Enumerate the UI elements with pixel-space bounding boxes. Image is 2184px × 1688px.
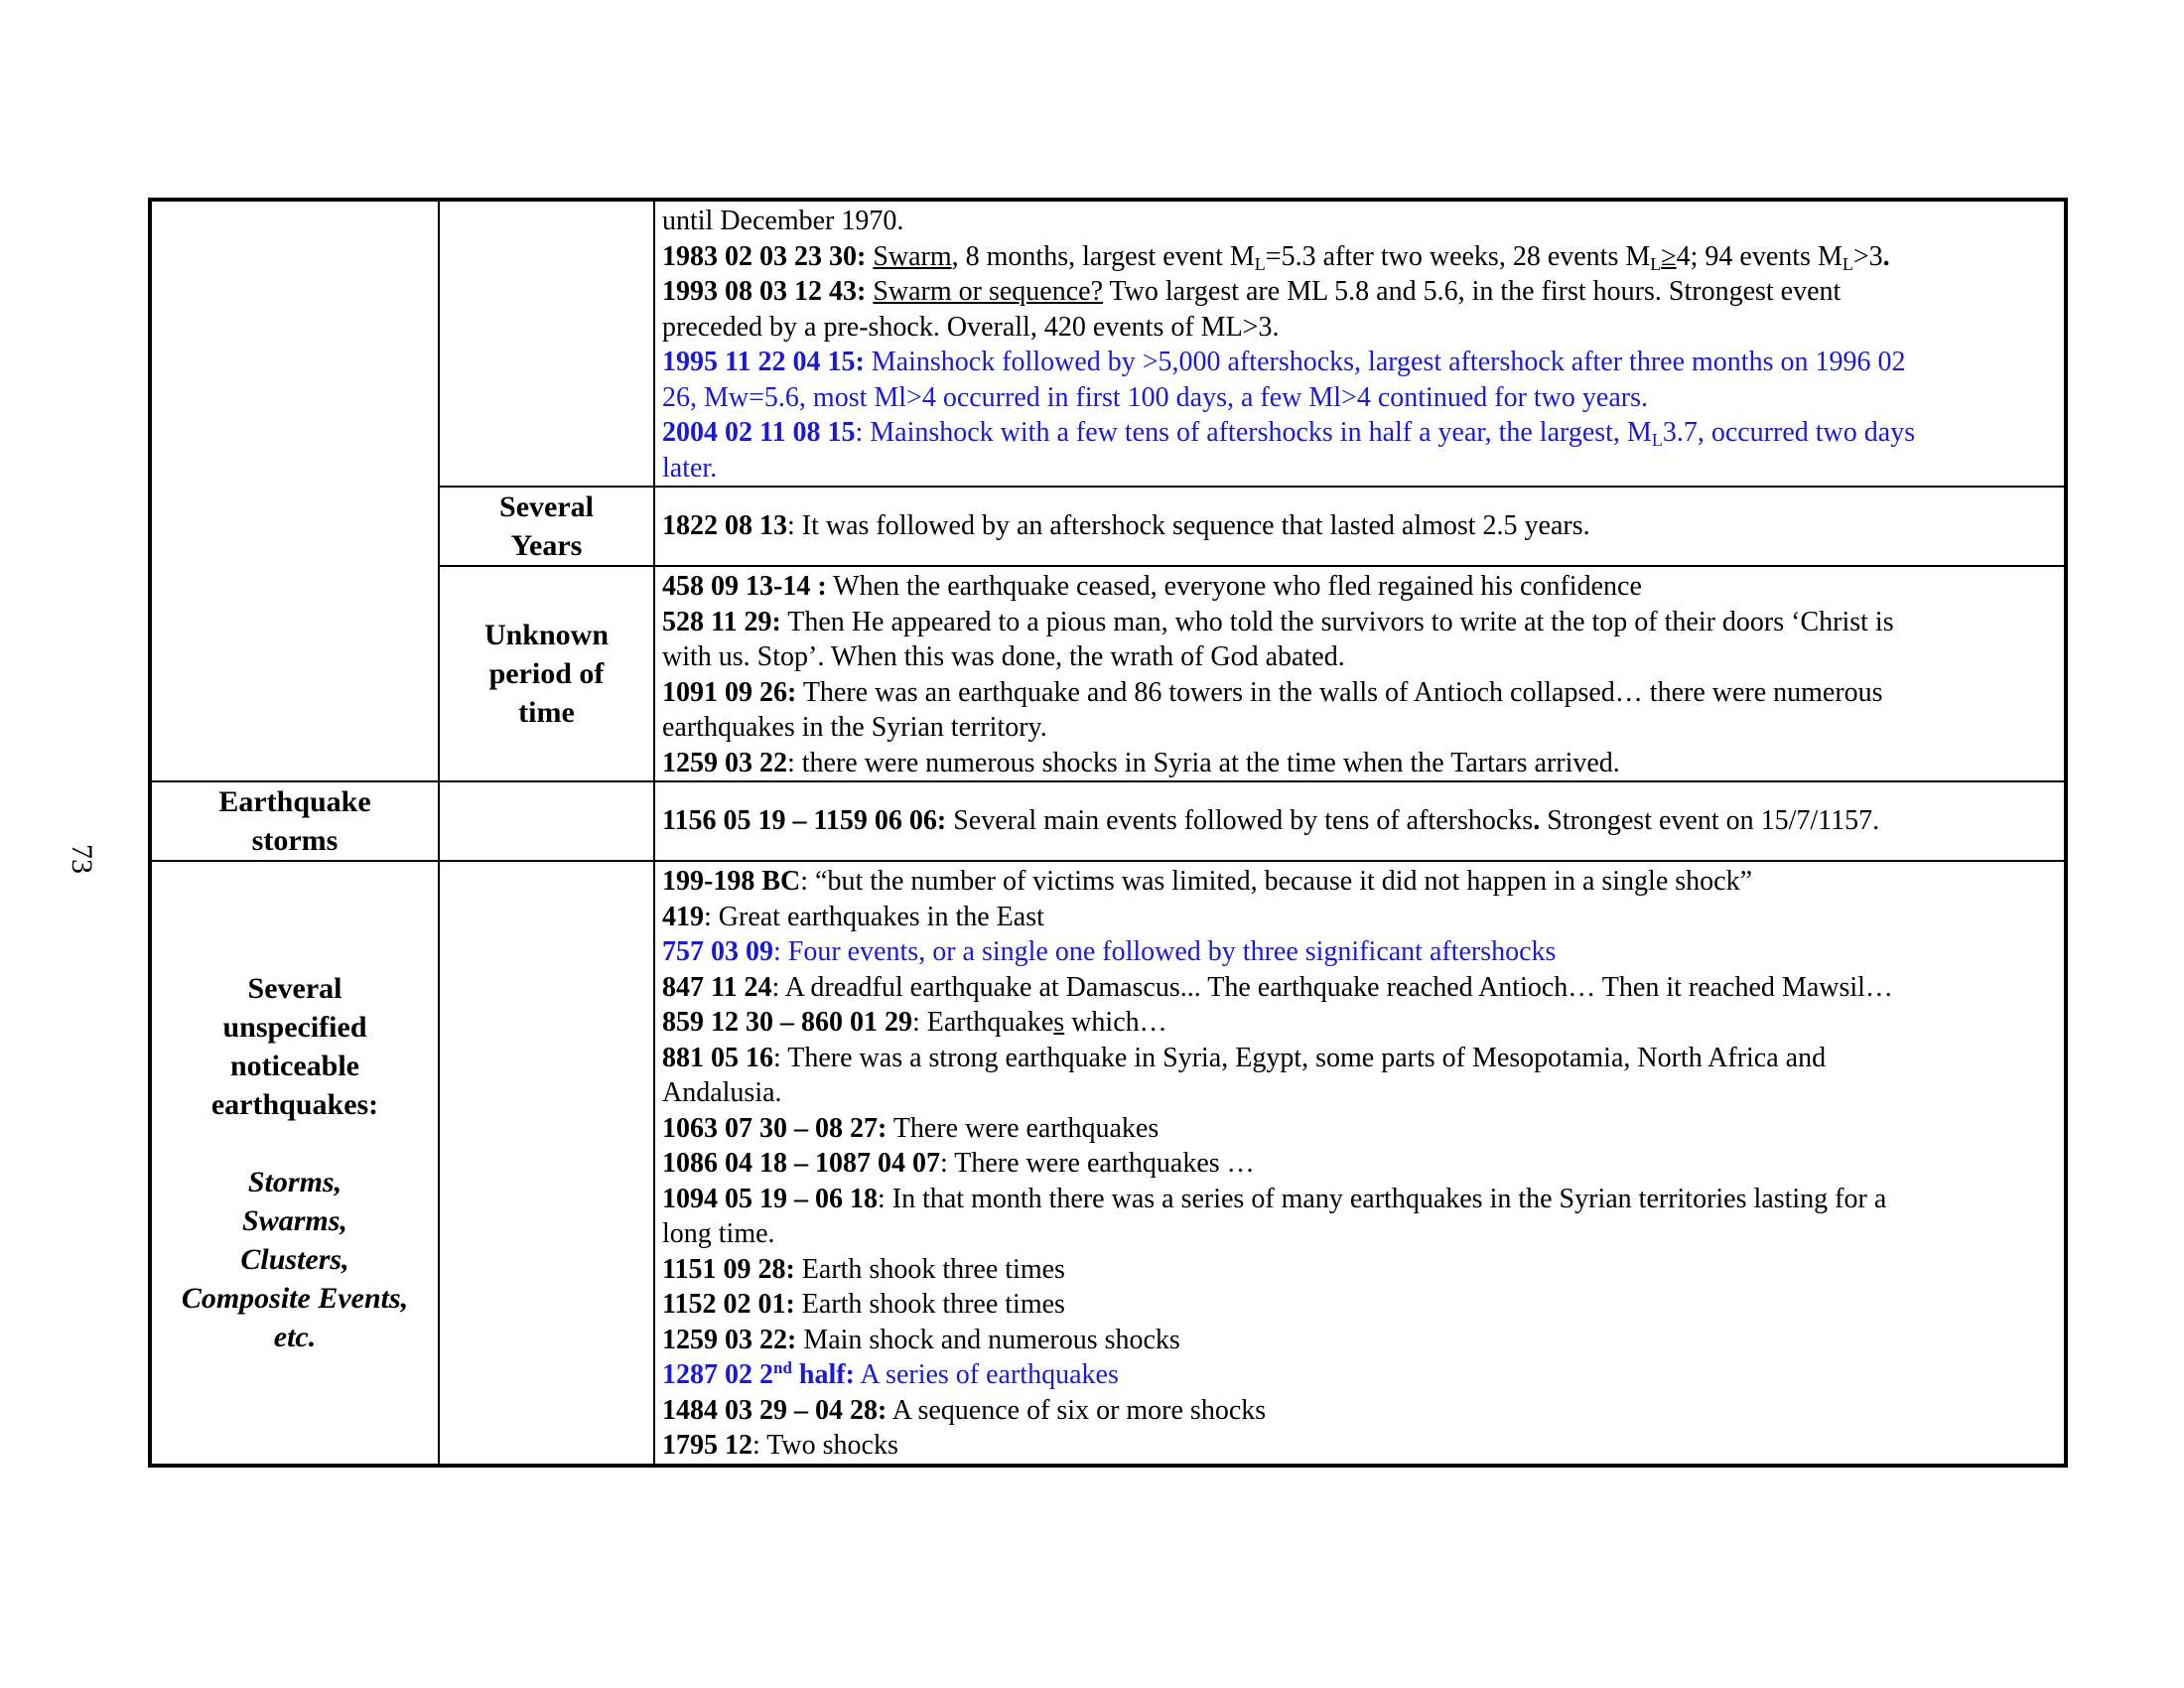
label-line: Storms, [247, 1165, 342, 1198]
superscript: nd [773, 1358, 792, 1377]
event-entry [662, 1323, 2058, 1358]
event-text: which… [1064, 1007, 1167, 1038]
events-cell [654, 861, 2066, 1466]
spacer [152, 1124, 438, 1163]
event-date: 859 12 30 – 860 01 29 [662, 1007, 912, 1038]
event-entry [662, 1182, 2058, 1217]
event-text: There were earthquakes [887, 1112, 1160, 1144]
category-several-unspecified [150, 861, 439, 1466]
events-cell [654, 566, 2066, 781]
underlined-text: s [1053, 1007, 1065, 1038]
event-text: : There were earthquakes … [940, 1148, 1255, 1179]
event-text: : Mainshock with a few tens of aftershocks in half a year, the largest, M [855, 417, 1652, 448]
label-line: unspecified [222, 1010, 367, 1044]
text-line: Andalusia. [662, 1077, 782, 1108]
label-line: etc. [273, 1320, 317, 1353]
event-text: : Great earthquakes in the East [704, 901, 1044, 932]
page-number: 73 [66, 844, 98, 874]
subcategory-cell-empty [439, 200, 654, 487]
event-date: 458 09 13-14 : [662, 571, 827, 602]
label-line: period of [488, 657, 605, 690]
event-date: 757 03 09 [662, 936, 773, 967]
event-entry [662, 569, 2058, 605]
event-entry [662, 1041, 2058, 1076]
event-entry [662, 1252, 2058, 1288]
event-text: Earth shook three times [794, 1253, 1065, 1285]
event-date: 2004 02 11 08 15 [662, 417, 856, 448]
event-date: 1259 03 22 [662, 747, 787, 778]
event-text: : there were numerous shocks in Syria at the time when the Tartars arrived. [787, 747, 1620, 778]
category-cell-empty [150, 200, 439, 781]
events-cell [654, 200, 2066, 487]
text-line: preceded by a pre-shock. Overall, 420 events of ML>3. [662, 311, 1280, 343]
event-date: 1983 02 03 23 30: [662, 240, 867, 272]
event-entry [662, 508, 2058, 544]
event-text: : Two shocks [752, 1430, 898, 1461]
table-row [150, 781, 2066, 861]
event-text: 3.7, occurred two days [1662, 417, 1916, 448]
label-line: Years [510, 529, 583, 562]
label-line: Clusters, [240, 1242, 349, 1276]
event-text: Earth shook three times [794, 1289, 1065, 1320]
subscript: L [1651, 430, 1663, 450]
event-entry [662, 900, 2058, 935]
event-date: 1151 09 28: [662, 1253, 795, 1285]
period: . [1882, 240, 1890, 272]
event-entry [662, 675, 2058, 711]
subscript: L [1650, 253, 1662, 274]
event-date: 1156 05 19 – 1159 06 06: [662, 805, 947, 837]
subscript: L [1842, 253, 1853, 274]
event-date: 1484 03 29 – 04 28: [662, 1394, 887, 1426]
event-date-part: half: [791, 1359, 855, 1390]
event-date: 199-198 BC [662, 866, 801, 897]
period: . [1533, 805, 1541, 837]
event-text: : It was followed by an aftershock sequence that lasted almost 2.5 years. [787, 510, 1590, 542]
label-line: noticeable [230, 1049, 359, 1082]
event-date: 1091 09 26: [662, 676, 797, 708]
event-entry [662, 1287, 2058, 1323]
earthquake-classification-table [148, 198, 2068, 1468]
event-text: Several main events followed by tens of aftershocks [946, 805, 1534, 837]
label-line: Swarms, [242, 1203, 347, 1237]
events-cell [654, 781, 2066, 861]
table-row [150, 200, 2066, 487]
event-entry [662, 239, 2058, 275]
event-date: 847 11 24 [662, 971, 772, 1003]
event-date: 1152 02 01: [662, 1289, 795, 1320]
event-text: , 8 months, largest event M [951, 240, 1255, 272]
event-date: 1795 12 [662, 1430, 752, 1461]
subcategory-cell-empty [439, 781, 654, 861]
event-text: When the earthquake ceased, everyone who fled regained his confidence [826, 571, 1642, 602]
event-date: 1995 11 22 04 15: [662, 347, 865, 377]
event-text: : There was a strong earthquake in Syria, Egypt, some parts of Mesopotamia, North Africa and [773, 1042, 1827, 1073]
event-entry [662, 1357, 2058, 1393]
event-text: : In that month there was a series of many earthquakes in the Syrian territories lasting for a [878, 1183, 1887, 1214]
event-date: 1993 08 03 12 43: [662, 276, 867, 307]
label-line: storms [251, 824, 339, 857]
event-entry [662, 970, 2058, 1006]
events-cell [654, 487, 2066, 566]
event-entry [662, 803, 2058, 839]
underlined-text: ≥ [1661, 240, 1677, 272]
event-date: 1822 08 13 [662, 510, 787, 542]
text-line: earthquakes in the Syrian territory. [662, 712, 1047, 743]
label-line: Unknown [483, 619, 610, 651]
event-date: 419 [662, 901, 704, 932]
event-text: A sequence of six or more shocks [887, 1394, 1267, 1426]
event-date: 1086 04 18 – 1087 04 07 [662, 1148, 940, 1179]
event-date [662, 1359, 855, 1390]
event-date: 1063 07 30 – 08 27: [662, 1112, 887, 1144]
event-text: 4; 94 events M [1676, 240, 1843, 272]
text-line: 26, Mw=5.6, most Ml>4 occurred in first 100 days, a few Ml>4 continued for two years. [662, 381, 1648, 413]
event-entry [662, 1111, 2058, 1147]
event-date: 1094 05 19 – 06 18 [662, 1183, 878, 1214]
event-date: 881 05 16 [662, 1042, 773, 1073]
event-entry [662, 1393, 2058, 1429]
event-entry [662, 1005, 2058, 1041]
text-line: later. [662, 452, 718, 484]
label-line: Composite Events, [181, 1281, 409, 1315]
event-date-part: 1287 02 2 [662, 1359, 773, 1390]
event-entry [662, 605, 2058, 640]
event-entry [662, 864, 2058, 900]
event-entry [662, 345, 2058, 380]
label-line: earthquakes: [210, 1087, 379, 1121]
text-line: long time. [662, 1218, 775, 1249]
subscript: L [1254, 253, 1266, 274]
event-text: >3 [1852, 240, 1883, 272]
event-text: A series of earthquakes [854, 1359, 1119, 1390]
event-text: Mainshock followed by >5,000 aftershocks, largest aftershock after three months on 1996 02 [864, 347, 1906, 377]
text-line: until December 1970. [662, 206, 904, 236]
underlined-text: Swarm [873, 240, 952, 272]
table-row [150, 861, 2066, 1466]
label-line: Earthquake [218, 785, 371, 818]
event-entry [662, 746, 2058, 781]
event-date: 1259 03 22: [662, 1324, 797, 1355]
event-entry [662, 1146, 2058, 1182]
label-line: Several [247, 971, 342, 1005]
event-text: : Earthquake [912, 1007, 1054, 1038]
event-text: Strongest event on 15/7/1157. [1540, 805, 1880, 837]
text-line: with us. Stop’. When this was done, the wrath of God abated. [662, 641, 1345, 672]
event-text: Main shock and numerous shocks [796, 1324, 1180, 1355]
event-text: : A dreadful earthquake at Damascus... The earthquake reached Antioch… Then it reached Mawsil… [771, 971, 1893, 1003]
subcategory-unknown-period [439, 566, 654, 781]
event-text: Then He appeared to a pious man, who told the survivors to write at the top of their doors ‘Christ is [780, 606, 1894, 637]
event-text: : Four events, or a single one followed by three significant aftershocks [773, 936, 1557, 967]
event-text: There was an earthquake and 86 towers in the walls of Antioch collapsed… there were numerous [796, 676, 1883, 708]
category-earthquake-storms [150, 781, 439, 861]
event-date: 528 11 29: [662, 606, 781, 637]
event-entry [662, 934, 2058, 970]
event-text: =5.3 after two weeks, 28 events M [1265, 240, 1651, 272]
event-entry [662, 274, 2058, 310]
event-text: : “but the number of victims was limited, because it did not happen in a single shock” [800, 866, 1753, 897]
subcategory-several-years [439, 487, 654, 566]
event-entry [662, 415, 2058, 451]
event-entry [662, 1428, 2058, 1464]
label-line: time [518, 696, 575, 729]
underlined-text: Swarm or sequence? [873, 276, 1104, 307]
subcategory-cell-empty [439, 861, 654, 1466]
event-text: Two largest are ML 5.8 and 5.6, in the first hours. Strongest event [1103, 276, 1842, 307]
label-line: Several [499, 491, 594, 523]
